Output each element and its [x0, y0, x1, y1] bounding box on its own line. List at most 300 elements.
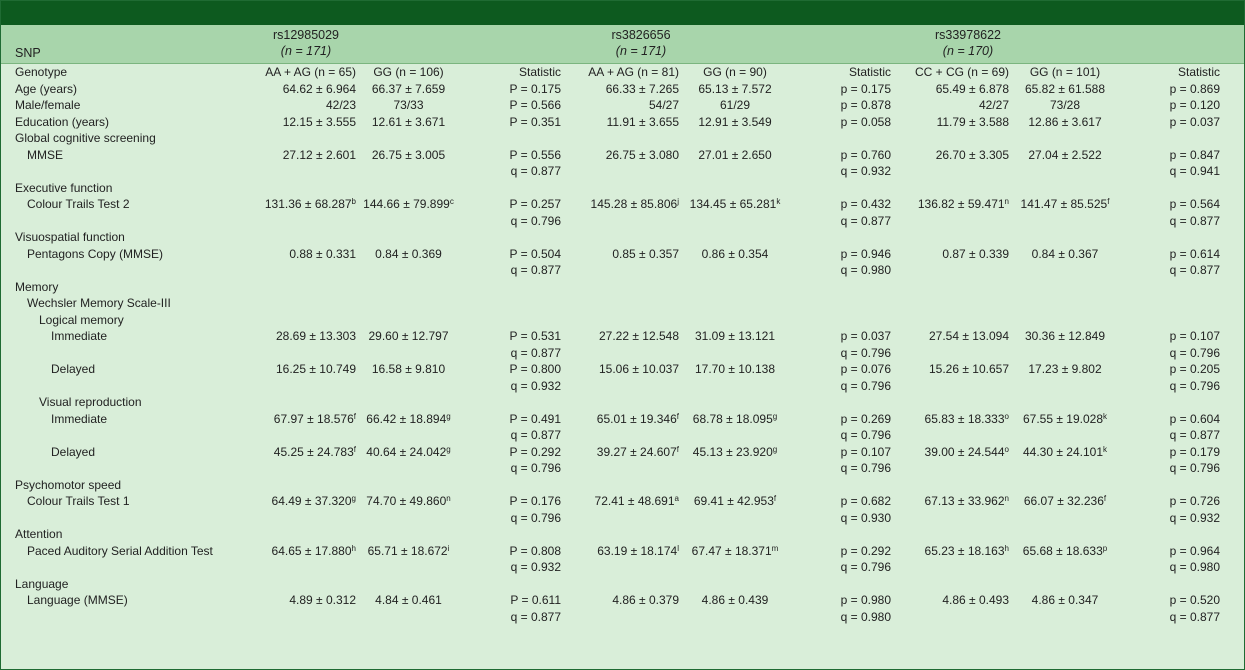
row-label: Memory [15, 279, 59, 294]
table-cell [461, 493, 561, 510]
table-cell [1121, 213, 1244, 230]
row-label: Logical memory [39, 312, 124, 327]
table-cell [1009, 97, 1121, 114]
table-cell [1009, 609, 1121, 626]
table-cell [679, 559, 791, 576]
table-cell [561, 213, 679, 230]
snp1-n: (n = 171) [280, 44, 332, 58]
table-cell [1121, 229, 1244, 246]
footnote-marker: f [676, 411, 679, 421]
table-row [1, 279, 1244, 296]
table-cell [241, 114, 356, 131]
cell-value: 27.04 ± 2.522 [1028, 147, 1102, 162]
cell-value: 16.25 ± 10.749 [276, 362, 356, 376]
table-cell [891, 246, 1009, 263]
table-row [1, 97, 1244, 114]
table-cell [1121, 526, 1244, 543]
cell-value: Statistic [518, 65, 561, 79]
cell-value: q = 0.877 [1169, 609, 1220, 624]
table-cell [891, 147, 1009, 164]
table-cell [1009, 460, 1121, 477]
table-cell [1121, 460, 1244, 477]
table-cell [561, 526, 679, 543]
footnote-marker: o [1004, 411, 1009, 421]
cell-value: P = 0.504 [509, 246, 561, 261]
table-title-bar [1, 1, 1244, 25]
table-cell [1121, 493, 1244, 510]
table-row [1, 477, 1244, 494]
cell-value: P = 0.175 [509, 81, 561, 96]
table-row [1, 427, 1244, 444]
table-cell [461, 477, 561, 494]
footnote-marker: g [351, 494, 356, 503]
table-cell [461, 97, 561, 114]
cell-value: 65.01 ± 19.346 [596, 411, 677, 426]
table-cell [241, 64, 356, 81]
cell-value: q = 0.930 [840, 510, 891, 525]
row-label: Attention [15, 527, 63, 541]
table-cell [561, 427, 679, 444]
table-cell [356, 147, 461, 164]
table-cell [791, 229, 891, 246]
table-cell [1009, 180, 1121, 197]
table-cell [1121, 444, 1244, 461]
table-cell [791, 196, 891, 213]
cell-value: GG (n = 101) [1029, 65, 1101, 79]
table-cell [241, 262, 356, 279]
table-row [1, 411, 1244, 428]
table-cell [679, 81, 791, 98]
table-cell [791, 213, 891, 230]
cell-value: 54/27 [648, 98, 679, 112]
table-cell [356, 196, 461, 213]
table-cell [561, 444, 679, 461]
footnote-marker: l [677, 543, 679, 553]
cell-value: p = 0.964 [1169, 543, 1220, 558]
cell-value: P = 0.808 [509, 543, 561, 558]
cell-value: 27.22 ± 12.548 [599, 329, 679, 343]
cell-value: GG (n = 106) [373, 65, 444, 79]
cell-value: p = 0.604 [1169, 411, 1220, 426]
cell-value: 145.28 ± 85.806 [590, 197, 678, 211]
table-cell [356, 559, 461, 576]
cell-value: 65.68 ± 18.633 [1022, 543, 1103, 558]
table-cell [461, 295, 561, 312]
table-cell [791, 576, 891, 593]
cell-value: p = 0.946 [840, 246, 891, 261]
table-row [1, 81, 1244, 98]
table-cell [461, 147, 561, 164]
table-cell [561, 361, 679, 378]
footnote-marker: h [1004, 543, 1009, 553]
table-row [1, 526, 1244, 543]
table-cell [679, 510, 791, 527]
table-cell [679, 262, 791, 279]
table-cell [356, 229, 461, 246]
row-label: Male/female [15, 98, 81, 112]
table-cell [561, 130, 679, 147]
table-cell [461, 279, 561, 296]
table-cell [561, 411, 679, 428]
table-cell [791, 64, 891, 81]
row-label [1, 213, 241, 230]
table-row [1, 493, 1244, 510]
row-label [1, 345, 241, 362]
footnote-marker: b [351, 197, 356, 206]
table-cell [1009, 559, 1121, 576]
cell-value: 26.75 ± 3.005 [371, 147, 446, 162]
footnote-marker: p [1102, 543, 1108, 553]
table-cell [1009, 477, 1121, 494]
table-cell [561, 81, 679, 98]
table-cell [561, 543, 679, 560]
table-row [1, 295, 1244, 312]
cell-value: AA + AG (n = 65) [265, 65, 356, 79]
table-row [1, 444, 1244, 461]
cell-value: P = 0.611 [510, 593, 561, 607]
cell-value: p = 0.432 [840, 197, 891, 211]
cell-value: q = 0.796 [1169, 378, 1220, 393]
table-row [1, 460, 1244, 477]
cell-value: 144.66 ± 79.899 [363, 197, 450, 211]
table-cell [679, 97, 791, 114]
table-cell [461, 427, 561, 444]
footnote-marker: k [1103, 411, 1107, 421]
cell-value: q = 0.980 [840, 263, 891, 277]
table-cell [1121, 411, 1244, 428]
cell-value: 66.37 ± 7.659 [371, 81, 446, 96]
row-label: Global cognitive screening [15, 131, 156, 145]
cell-value: P = 0.292 [509, 444, 561, 459]
cell-value: p = 0.760 [840, 147, 891, 162]
footnote-marker: j [677, 197, 679, 206]
table-cell [561, 64, 679, 81]
table-cell [561, 196, 679, 213]
table-cell [791, 295, 891, 312]
cell-value: q = 0.980 [840, 609, 891, 624]
table-cell [461, 81, 561, 98]
footnote-marker: k [1103, 444, 1107, 454]
row-label: Colour Trails Test 1 [27, 494, 130, 508]
row-label: Paced Auditory Serial Addition Test [27, 543, 213, 558]
table-row [1, 114, 1244, 131]
cell-value: q = 0.877 [1169, 263, 1220, 277]
table-cell [1121, 130, 1244, 147]
table-row [1, 246, 1244, 263]
table-cell [679, 312, 791, 329]
cell-value: 69.41 ± 42.953 [693, 494, 774, 508]
table-cell [1121, 163, 1244, 180]
cell-value: p = 0.292 [840, 543, 891, 558]
cell-value: 0.85 ± 0.357 [612, 246, 679, 261]
table-cell [561, 394, 679, 411]
table-cell [1121, 246, 1244, 263]
cell-value: 65.13 ± 7.572 [698, 81, 772, 96]
table-cell [891, 559, 1009, 576]
cell-value: CC + CG (n = 69) [914, 65, 1009, 79]
cell-value: p = 0.564 [1169, 197, 1220, 211]
row-label [1, 510, 241, 527]
table-cell [561, 493, 679, 510]
table-cell [1121, 543, 1244, 560]
table-cell [791, 163, 891, 180]
cell-value: 0.84 ± 0.369 [375, 246, 442, 261]
row-label: Age (years) [15, 81, 78, 96]
row-label: MMSE [27, 147, 63, 162]
table-cell [891, 378, 1009, 395]
row-label: Executive function [15, 180, 113, 195]
table-cell [891, 229, 1009, 246]
cell-value: 15.26 ± 10.657 [929, 362, 1009, 376]
table-cell [1009, 411, 1121, 428]
table-cell [891, 543, 1009, 560]
cell-value: 64.65 ± 17.880 [271, 543, 352, 558]
table-cell [679, 328, 791, 345]
table-cell [791, 526, 891, 543]
table-cell [1121, 427, 1244, 444]
table-cell [356, 361, 461, 378]
table-cell [1009, 295, 1121, 312]
table-cell [461, 559, 561, 576]
table-cell [891, 493, 1009, 510]
cell-value: 29.60 ± 12.797 [368, 329, 449, 343]
table-cell [1009, 81, 1121, 98]
snp2-name: rs3826656 [611, 28, 671, 42]
cell-value: 12.61 ± 3.671 [371, 114, 446, 129]
table-cell [891, 526, 1009, 543]
table-cell [1121, 592, 1244, 609]
table-footer [1, 629, 1244, 669]
cell-value: 0.88 ± 0.331 [289, 246, 356, 261]
table-cell [561, 576, 679, 593]
table-cell [891, 279, 1009, 296]
table-cell [1009, 213, 1121, 230]
table-cell [241, 510, 356, 527]
cell-value: 4.86 ± 0.379 [612, 593, 679, 607]
table-cell [241, 213, 356, 230]
table-cell [1121, 559, 1244, 576]
cell-value: q = 0.932 [1169, 510, 1220, 525]
cell-value: 16.58 ± 9.810 [371, 362, 446, 376]
table-cell [679, 295, 791, 312]
cell-value: 4.84 ± 0.461 [375, 593, 442, 607]
table-cell [356, 477, 461, 494]
table-row [1, 394, 1244, 411]
cell-value: q = 0.796 [840, 428, 891, 442]
table-cell [356, 246, 461, 263]
cell-value: p = 0.847 [1169, 147, 1220, 162]
cell-value: 0.84 ± 0.367 [1031, 246, 1099, 261]
table-cell [356, 64, 461, 81]
table-cell [891, 576, 1009, 593]
snp1-name: rs12985029 [272, 28, 340, 42]
table-cell [891, 361, 1009, 378]
table-cell [791, 411, 891, 428]
row-label [1, 559, 241, 576]
table-cell [241, 147, 356, 164]
cell-value: 39.27 ± 24.607 [596, 444, 677, 459]
table-cell [791, 312, 891, 329]
snp2-n: (n = 171) [615, 44, 667, 58]
row-label: Immediate [51, 411, 108, 426]
table-row [1, 510, 1244, 527]
row-label: Visual reproduction [39, 395, 142, 409]
table-cell [241, 328, 356, 345]
cell-value: 66.42 ± 18.894 [366, 411, 447, 426]
cell-value: 26.70 ± 3.305 [935, 147, 1009, 162]
footnote-marker: f [353, 411, 356, 421]
cell-value: 4.89 ± 0.312 [289, 593, 356, 607]
table-cell [679, 345, 791, 362]
cell-value: q = 0.796 [510, 213, 561, 228]
cell-value: q = 0.796 [1169, 461, 1220, 475]
cell-value: q = 0.796 [510, 510, 561, 525]
table-cell [791, 510, 891, 527]
table-cell [356, 493, 461, 510]
table-cell [241, 427, 356, 444]
row-label: Visuospatial function [15, 230, 125, 244]
snp-header-label: SNP [15, 46, 41, 60]
table-cell [791, 345, 891, 362]
table-cell [791, 378, 891, 395]
table-cell [1121, 576, 1244, 593]
table-row [1, 130, 1244, 147]
table-cell [561, 345, 679, 362]
row-label: Psychomotor speed [15, 477, 122, 492]
table-cell [353, 444, 461, 461]
footnote-marker: g [772, 411, 778, 421]
cell-value: q = 0.877 [1169, 428, 1220, 442]
cell-value: GG (n = 90) [703, 65, 767, 79]
cell-value: p = 0.175 [840, 81, 891, 96]
table-cell [561, 114, 679, 131]
cell-value: q = 0.796 [840, 345, 891, 360]
table-cell [561, 510, 679, 527]
table-cell [461, 196, 561, 213]
table-cell [241, 246, 356, 263]
table-cell [1121, 378, 1244, 395]
table-cell [1121, 180, 1244, 197]
table-cell [356, 180, 461, 197]
table-cell [356, 328, 461, 345]
table-cell [791, 394, 891, 411]
table-cell [561, 609, 679, 626]
table-cell [679, 477, 791, 494]
table-cell [891, 180, 1009, 197]
row-label: Immediate [51, 329, 108, 343]
row-label [1, 609, 241, 626]
table-cell [561, 147, 679, 164]
table-cell [891, 81, 1009, 98]
table-cell [1009, 592, 1121, 609]
cell-value: 66.07 ± 32.236 [1023, 494, 1104, 508]
table-cell [561, 460, 679, 477]
cell-value: 12.91 ± 3.549 [698, 114, 772, 129]
cell-value: P = 0.531 [509, 329, 561, 343]
cell-value: p = 0.037 [840, 329, 891, 343]
table-cell [561, 477, 679, 494]
cell-value: 61/29 [719, 98, 751, 112]
table-cell [356, 460, 461, 477]
cell-value: 42/23 [325, 98, 356, 112]
table-cell [1009, 279, 1121, 296]
cell-value: P = 0.176 [509, 494, 561, 508]
table-cell [461, 213, 561, 230]
cell-value: p = 0.179 [1169, 444, 1220, 459]
footnote-marker: f [773, 494, 777, 503]
table-cell [791, 114, 891, 131]
table-cell [241, 361, 356, 378]
table-cell [1009, 64, 1121, 81]
table-cell [461, 378, 561, 395]
cell-value: 67.47 ± 18.371 [691, 543, 772, 558]
footnote-marker: g [772, 444, 778, 454]
table-cell [791, 328, 891, 345]
table-cell [1121, 510, 1244, 527]
table-cell [891, 411, 1009, 428]
table-cell [679, 114, 791, 131]
cell-value: 68.78 ± 18.095 [692, 411, 773, 426]
table-cell [561, 328, 679, 345]
table-cell [241, 394, 356, 411]
cell-value: p = 0.726 [1169, 494, 1220, 508]
table-cell [1009, 246, 1121, 263]
table-cell [791, 609, 891, 626]
footnote-marker: n [1004, 494, 1009, 503]
table-cell [1009, 427, 1121, 444]
table-cell [561, 246, 679, 263]
footnote-marker: g [446, 411, 451, 421]
row-label: Colour Trails Test 2 [27, 197, 130, 211]
table-cell [1009, 394, 1121, 411]
table-cell [1121, 345, 1244, 362]
table-cell [791, 262, 891, 279]
table-cell [241, 378, 356, 395]
table-cell [461, 345, 561, 362]
cell-value: 136.82 ± 59.471 [917, 197, 1005, 211]
table-cell [1009, 114, 1121, 131]
cell-value: 0.87 ± 0.339 [942, 246, 1009, 261]
cell-value: p = 0.980 [840, 593, 891, 607]
cell-value: 45.13 ± 23.920 [692, 444, 773, 459]
cell-value: 65.23 ± 18.163 [924, 543, 1005, 558]
table-cell [241, 130, 356, 147]
cell-value: q = 0.796 [840, 560, 891, 574]
table-cell [1009, 147, 1121, 164]
table-cell [1121, 262, 1244, 279]
cell-value: 15.06 ± 10.037 [599, 362, 679, 376]
table-cell [561, 378, 679, 395]
cell-value: p = 0.614 [1169, 246, 1220, 261]
table-cell [461, 262, 561, 279]
cell-value: 67.13 ± 33.962 [924, 494, 1005, 508]
cell-value: 27.54 ± 13.094 [929, 329, 1009, 343]
cell-value: 4.86 ± 0.347 [1031, 593, 1099, 607]
table-cell [353, 411, 461, 428]
table-cell [1009, 312, 1121, 329]
table-cell [241, 279, 356, 296]
cell-value: 64.49 ± 37.320 [271, 494, 352, 508]
table-cell [561, 262, 679, 279]
table-cell [356, 543, 461, 560]
table-cell [891, 510, 1009, 527]
cell-value: P = 0.800 [509, 362, 561, 376]
table-cell [241, 526, 356, 543]
table-cell [791, 592, 891, 609]
cell-value: 4.86 ± 0.439 [701, 593, 769, 607]
table-cell [356, 81, 461, 98]
table-cell [461, 526, 561, 543]
